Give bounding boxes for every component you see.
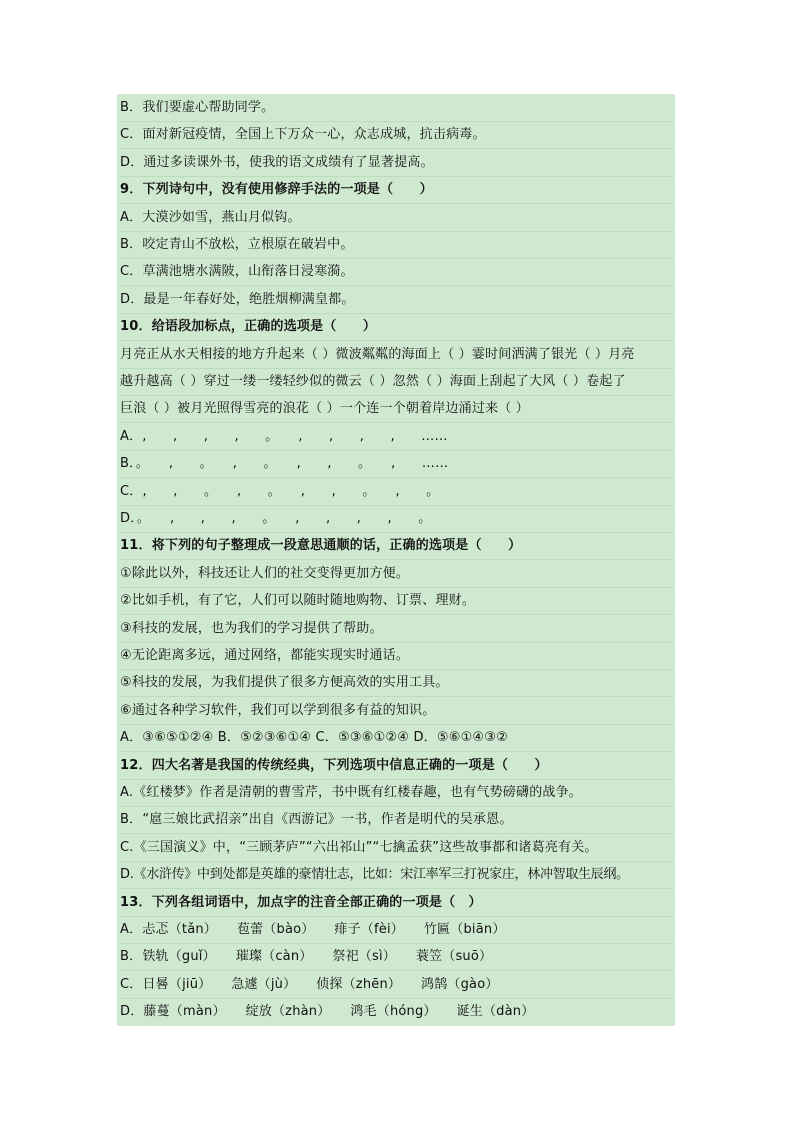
text-line: ②比如手机，有了它，人们可以随时随地购物、订票、理财。 — [120, 587, 673, 615]
text-line: A．大漠沙如雪，燕山月似钩。 — [120, 204, 673, 232]
text-line: A．忐忑（tǎn） 苞蕾（bào） 痱子（fèi） 竹匾（biān） — [120, 916, 673, 944]
text-line: D.《水浒传》中到处都是英雄的豪情壮志，比如：宋江率军三打祝家庄，林冲智取生辰纲。 — [120, 861, 673, 889]
text-line: C．面对新冠疫情，全国上下万众一心，众志成城，抗击病毒。 — [120, 121, 673, 149]
text-line: ③科技的发展，也为我们的学习提供了帮助。 — [120, 615, 673, 643]
text-line: D．最是一年春好处，绝胜烟柳满皇都。 — [120, 286, 673, 314]
text-line: B．“扈三娘比武招亲”出自《西游记》一书，作者是明代的吴承恩。 — [120, 806, 673, 834]
text-line: D．通过多读课外书，使我的语文成绩有了显著提高。 — [120, 149, 673, 177]
text-line: D．。 , , , 。 , , , , 。 — [120, 505, 673, 533]
text-line: B．铁轨（guǐ） 璀璨（càn） 祭祀（sì） 蓑笠（suō） — [120, 943, 673, 971]
text-line: ④无论距离多远，通过网络，都能实现实时通话。 — [120, 642, 673, 670]
text-line: B．。 , 。 , 。 , , 。 , …… — [120, 450, 673, 478]
worksheet-page — [117, 94, 675, 1026]
text-line: B．我们要虚心帮助同学。 — [120, 94, 673, 122]
text-line: A.《红楼梦》作者是清朝的曹雪芹，书中既有红楼春趣，也有气势磅礴的战争。 — [120, 779, 673, 807]
question-12-stem: 12．四大名著是我国的传统经典，下列选项中信息正确的一项是（ ） — [120, 752, 673, 780]
text-line: A．, , , , 。 , , , , …… — [120, 423, 673, 451]
text-line: ⑤科技的发展，为我们提供了很多方便高效的实用工具。 — [120, 669, 673, 697]
text-line: 巨浪（ ）被月光照得雪亮的浪花（ ）一个连一个朝着岸边涌过来（ ） — [120, 395, 673, 423]
question-11-stem: 11．将下列的句子整理成一段意思通顺的话，正确的选项是（ ） — [120, 532, 673, 560]
text-line: B．咬定青山不放松，立根原在破岩中。 — [120, 231, 673, 259]
text-line: C．日晷（jiū） 急遽（jù） 侦探（zhēn） 鸿鹄（gào） — [120, 971, 673, 999]
question-13-stem: 13．下列各组词语中，加点字的注音全部正确的一项是（ ） — [120, 889, 673, 917]
text-line: ⑥通过各种学习软件，我们可以学到很多有益的知识。 — [120, 697, 673, 725]
question-9-stem: 9．下列诗句中，没有使用修辞手法的一项是（ ） — [120, 176, 673, 204]
question-10-stem: 10．给语段加标点，正确的选项是（ ） — [120, 313, 673, 341]
text-line: 月亮正从水天相接的地方升起来（ ）微波粼粼的海面上（ ）霎时间洒满了银光（ ）月亮 — [120, 341, 673, 369]
text-line: C．, , 。 , 。 , , 。 , 。 — [120, 478, 673, 506]
text-line: D．藤蔓（màn） 绽放（zhàn） 鸿毛（hóng） 诞生（dàn） — [120, 1004, 535, 1020]
text-line: C．草满池塘水满陂，山衔落日浸寒漪。 — [120, 258, 673, 286]
text-line: ①除此以外，科技还让人们的社交变得更加方便。 — [120, 560, 673, 588]
text-line: A．③⑥⑤①②④ B．⑤②③⑥①④ C．⑤③⑥①②④ D．⑤⑥①④③② — [120, 724, 673, 752]
text-line: C.《三国演义》中，“三顾茅庐”“六出祁山”“七擒孟获”这些故事都和诸葛亮有关。 — [120, 834, 673, 862]
text-line: 越升越高（ ）穿过一缕一缕轻纱似的微云（ ）忽然（ ）海面上刮起了大风（ ）卷起了 — [120, 368, 673, 396]
